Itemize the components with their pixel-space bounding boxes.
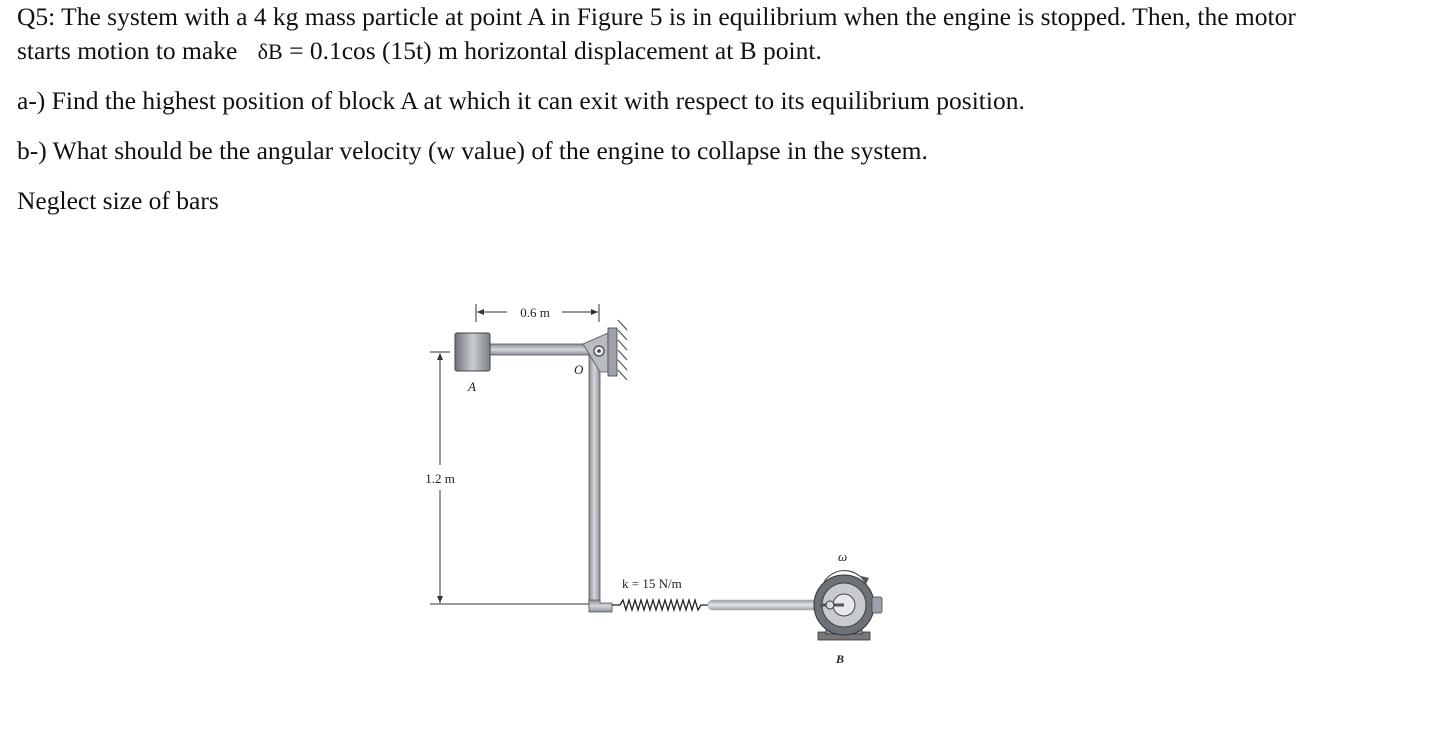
wall-support	[608, 320, 627, 380]
part-b-text: b-) What should be the angular velocity (w value) of the engine to collapse in the system.	[17, 136, 928, 165]
question-line-1: Q5: The system with a 4 kg mass particle at point A in Figure 5 is in equilibrium when the engine is stopped. Then, the motor	[17, 2, 1296, 31]
question-line-2-suffix: = 0.1cos (15t) m horizontal displacement at B point.	[289, 36, 822, 65]
question-line-2-prefix: starts motion to make	[17, 36, 238, 65]
horizontal-bar	[485, 344, 597, 355]
dimension-1-2m	[425, 352, 590, 604]
dim-horizontal-label: 0.6 m	[520, 305, 550, 320]
delta-symbol: δB	[257, 39, 283, 64]
note-text: Neglect size of bars	[17, 186, 219, 215]
mass-block-a	[455, 333, 490, 371]
spring	[612, 600, 708, 610]
motor-b	[814, 575, 882, 640]
label-omega: ω	[838, 549, 848, 564]
connecting-rod	[708, 600, 830, 610]
spring-label: k = 15 N/m	[622, 576, 682, 591]
label-b: B	[836, 652, 845, 666]
label-o: O	[574, 362, 584, 377]
part-a-text: a-) Find the highest position of block A at which it can exit with respect to its equilibrium position.	[17, 86, 1025, 115]
dim-vertical-label: 1.2 m	[425, 471, 455, 486]
label-a: A	[468, 379, 476, 394]
bar-foot	[589, 600, 612, 612]
vertical-bar	[589, 355, 600, 608]
dimension-0-6m	[476, 304, 599, 322]
